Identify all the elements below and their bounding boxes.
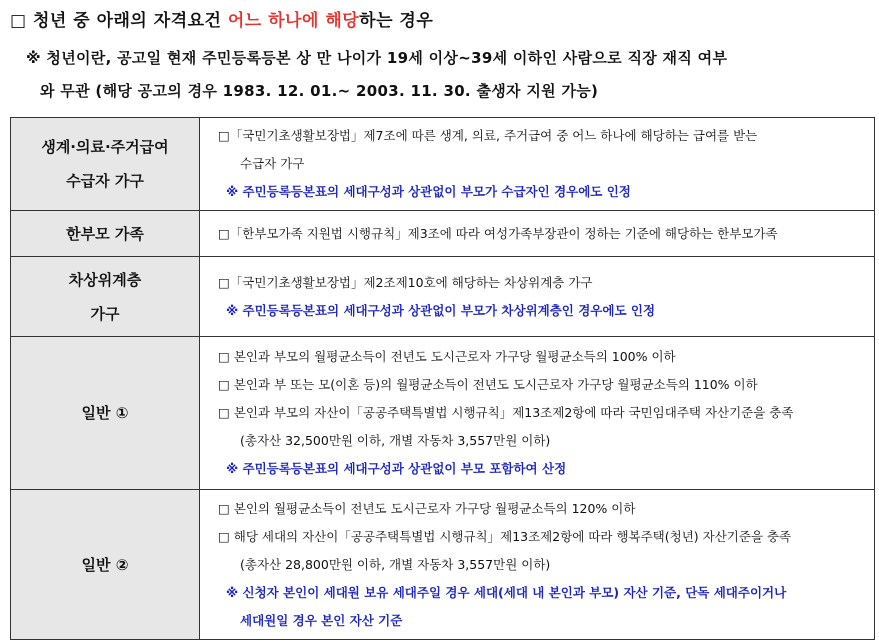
criterion-line: □「한부모가족 지원법 시행규칙」제3조에 따라 여성가족부장관이 정하는 기준에 해당하는 한부모가족: [218, 225, 778, 241]
criterion-note: ※ 주민등록등본표의 세대구성과 상관없이 부모가 수급자인 경우에도 인정: [226, 184, 631, 199]
criterion-line: □「국민기초생활보장법」제7조에 따른 생계, 의료, 주거급여 중 어느 하나에 해당하는 급여를 받는: [218, 128, 758, 143]
row-content: [200, 490, 875, 640]
criterion-note: ※ 신청자 본인이 세대원 보유 세대주일 경우 세대(세대 내 본인과 부모) 자산 기준, 단독 세대주이거나: [226, 584, 787, 600]
row-label: 생계·의료·주거급여 수급자 가구: [11, 118, 200, 211]
table-row: [11, 211, 875, 257]
criterion-line: □ 본인의 월평균소득이 전년도 도시근로자 가구당 월평균소득의 120% 이하: [218, 500, 636, 516]
criterion-note: ※ 주민등록등본표의 세대구성과 상관없이 부모가 차상위계층인 경우에도 인정: [226, 302, 656, 318]
youth-definition-note: [26, 42, 876, 108]
row-content: [200, 118, 875, 211]
row-label: 일반 ①: [11, 337, 200, 490]
row-content: [200, 337, 875, 490]
heading-prefix: □ 청년 중 아래의 자격요건: [10, 11, 228, 31]
row-label: 한부모 가족: [11, 211, 200, 257]
table-row: [11, 257, 875, 337]
criterion-line: □「국민기초생활보장법」제2조제10호에 해당하는 차상위계층 가구: [218, 274, 593, 290]
criterion-note: 세대원일 경우 본인 자산 기준: [240, 612, 403, 628]
criterion-line: (총자산 32,500만원 이하, 개별 자동차 3,557만원 이하): [240, 433, 551, 448]
criterion-line: □ 본인과 부모의 월평균소득이 전년도 도시근로자 가구당 월평균소득의 100% 이하: [218, 349, 676, 364]
table-row: [11, 490, 875, 640]
section-heading: [10, 6, 433, 31]
heading-highlight: 어느 하나에 해당: [227, 11, 360, 31]
row-content: [200, 211, 875, 257]
eligibility-table: [10, 117, 875, 640]
note-line-2: 와 무관 (해당 공고의 경우 1983. 12. 01.~ 2003. 11. 30. 출생자 지원 가능): [40, 82, 599, 100]
note-line-1: ※ 청년이란, 공고일 현재 주민등록등본 상 만 나이가 19세 이상~39세 이하인 사람으로 직장 재직 여부: [26, 49, 728, 67]
criterion-line: (총자산 28,800만원 이하, 개별 자동차 3,557만원 이하): [240, 556, 551, 572]
criterion-line: □ 해당 세대의 자산이「공공주택특별법 시행규칙」제13조제2항에 따라 행복주택(청년) 자산기준을 충족: [218, 528, 792, 544]
row-label: 차상위계층 가구: [11, 257, 200, 337]
heading-suffix: 하는 경우: [359, 11, 434, 31]
row-label: 일반 ②: [11, 490, 200, 640]
table-row: [11, 118, 875, 211]
row-content: [200, 257, 875, 337]
criterion-note: ※ 주민등록등본표의 세대구성과 상관없이 부모 포함하여 산정: [226, 461, 567, 476]
criterion-line: □ 본인과 부모의 자산이「공공주택특별법 시행규칙」제13조제2항에 따라 국민임대주택 자산기준을 충족: [218, 405, 794, 420]
criterion-line: 수급자 가구: [240, 156, 305, 171]
criterion-line: □ 본인과 부 또는 모(이혼 등)의 월평균소득이 전년도 도시근로자 가구당 월평균소득의 110% 이하: [218, 377, 758, 392]
table-row: [11, 337, 875, 490]
